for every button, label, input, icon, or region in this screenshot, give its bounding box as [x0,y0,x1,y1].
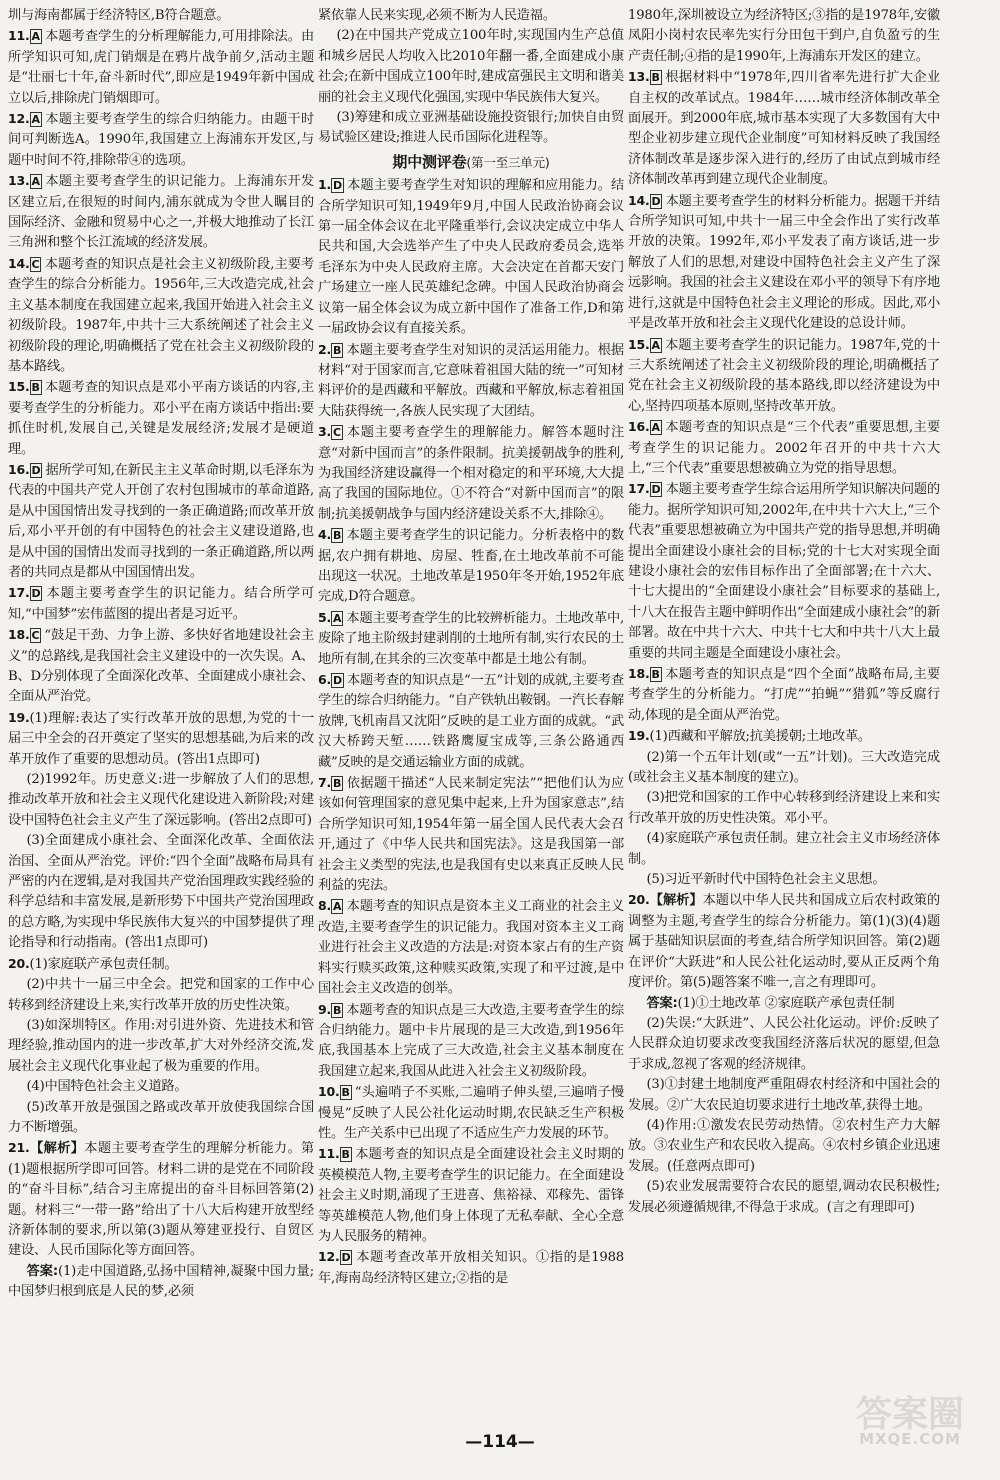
entry-text: (2)在中国共产党成立100年时,实现国内生产总值和城乡居民人均收入比2010年翻一番,全面建成小康社会;在新中国成立100年时,建成富强民主文明和谐美丽的社会主义现代化强国,实现中华民族伟大复兴。 [318,28,624,105]
answer-entry [628,1116,940,1177]
answer-entry [318,773,624,896]
entry-text: 本题主要考查学生的识记能力。上海浦东开发区建立后,在很短的时间内,浦东就成为令世人瞩目的国际经济、金融和贸易中心之一,并极大地推动了长江三角洲和整个长江流域的经济发展。 [8,174,314,251]
question-number: 11. [8,28,30,44]
entry-text: (3)如深圳特区。作用:对引进外资、先进技术和管理经验,推动国内的进一步改革,扩大对外经济交流,发展社会主义现代化事业起了极为重要的作用。 [8,1017,314,1074]
entry-text: (3)把党和国家的工作中心转移到经济建设上来和实行改革开放的历史性决策。邓小平。 [628,790,940,826]
answer-choice: B [333,1003,342,1017]
question-number: 12. [318,1249,340,1265]
entry-label: 【解析】 [29,1141,85,1157]
question-number: 16. [8,461,30,477]
question-number: 1. [318,177,332,193]
entry-text: 本题主要考查学生的综合归纳能力。由题干时间可判断选A。1990年,我国建立上海浦东开发区,与题中时间不符,排除带④的选项。 [8,112,314,168]
entry-text: 本题主要考查学生的识记能力。结合所学可知,“中国梦”宏伟蓝图的提出者是习近平。 [8,586,314,622]
answer-entry [628,726,940,747]
answer-entry [8,831,314,953]
entry-text: (2)中共十一届三中全会。把党和国家的工作中心转移到经济建设上来,实行改革开放的历史性决策。 [8,977,314,1013]
answer-choice: D [333,179,342,193]
answer-choice: B [333,777,342,791]
answer-entry [628,1177,940,1218]
question-number: 19. [628,728,650,744]
answer-entry [8,708,314,770]
answer-entry [318,6,624,26]
entry-text: 本题主要考查学生的理解能力。解答本题时注意“对新中国而言”的条件限制。抗美援朝战争的胜利,为我国经济建设赢得一个相对稳定的和平环境,大大提高了我国的国际地位。①不符合“对新中国而言”的限制;抗美援朝战争与国内经济建设关系不大,排除④。 [318,425,624,522]
answer-choice: A [31,175,40,189]
answer-entry [628,191,940,335]
question-number: 8. [318,898,332,914]
question-number: 20. [8,955,30,971]
answer-entry [628,1014,940,1075]
answer-choice: B [333,529,342,543]
answer-entry [628,6,940,67]
answer-entry [8,1077,314,1097]
answer-entry [628,335,940,418]
answer-entry [318,670,624,773]
answer-entry [628,479,940,664]
entry-text: “鼓足干劲、力争上游、多快好省地建设社会主义”的总路线,是我国社会主义建设中的一次失误。A、B、D分别体现了全面深化改革、全面建成小康社会、全面从严治党。 [8,628,314,705]
question-number: 9. [318,1001,332,1017]
question-number: 17. [628,481,650,497]
entry-text: (1)理解:表达了实行改革开放的思想,为党的十一届三中全会的召开奠定了坚实的思想基础,为后来的改革开放作了重要的思想动员。(答出1点即可) [8,710,314,767]
answer-choice: A [31,30,40,44]
entry-text: 本题主要考查学生的理解分析能力。第(1)题根据所学即可回答。材料二讲的是党在不同阶段的“奋斗目标”,结合习主席提出的奋斗目标回答第(2)题。材料三“一带一路”给出了十八大后构建开放型经济新体制的要求,所以第(3)题从筹建亚投行、自贸区建设、人民币国际化等方面回答。 [8,1141,314,1259]
answer-entry [628,788,940,829]
entry-text: 本题主要考查学生对知识的灵活运用能力。根据材料“对于国家而言,它意味着祖国大陆的统一”可知材料评价的是西藏和平解放。西藏和平解放,标志着祖国大陆获得统一,各族人民实现了大团结。 [318,342,624,419]
section-title-text: 期中测评卷 [392,152,467,171]
entry-text: (1)走中国道路,弘扬中国精神,凝聚中国力量;中国梦归根到底是人民的梦,必须 [8,1263,314,1300]
watermark-mark: 答案圈 [855,1394,964,1435]
answer-choice: D [31,463,41,477]
answer-entry [318,175,624,339]
answer-choice: D [651,194,661,208]
entry-text: 本题考查的知识点是资本主义工商业的社会主义改造,主要考查学生的识记能力。我国对资本主义工商业进行社会主义改造的方法是:对资本家占有的生产资料实行赎买政策,这种赎买政策,实现了和平过渡,是中国社会主义改造的创举。 [318,899,624,997]
entry-text: (5)改革开放是强国之路或改革开放使我国综合国力不断增强。 [8,1099,314,1135]
entry-label: 答案: [646,995,678,1011]
answer-entry [8,109,314,171]
question-number: 13. [628,69,650,85]
entry-text: 本题考查学生的分析理解能力,可用排除法。由所学知识可知,虎门销烟是在鸦片战争前夕,活动主题是“壮丽七十年,奋斗新时代”,即应是1949年新中国成立以后,排除虎门销烟即可。 [8,29,314,106]
answer-entry [318,26,624,108]
entry-text: (2)1992年。历史意义:进一步解放了人们的思想,推动改革开放和社会主义现代化建设进入新阶段;对建设中国特色社会主义产生了深远影响。(答出2点即可) [8,772,314,828]
answer-entry [8,625,314,708]
answer-entry [8,1098,314,1139]
answer-choice: C [31,629,40,643]
entry-text: (3)全面建成小康社会、全面深化改革、全面依法治国、全面从严治党。评价:“四个全面”战略布局具有严密的内在逻辑,是对我国共产党治国理政实践经验的科学总结和丰富发展,是新形势下中国共产党治国理政的总方略,为实现中华民族伟大复兴的中国梦提供了理论指导和行动指南。(答出1点即可) [8,833,314,951]
answer-entry [8,1016,314,1077]
entry-text: (4)中国特色社会主义道路。 [26,1079,188,1095]
answer-entry [8,254,314,377]
answer-entry [628,748,940,789]
answer-entry [8,1262,314,1303]
question-number: 19. [8,709,30,725]
answer-choice: A [651,421,660,435]
question-number: 18. [8,627,30,643]
entry-text: 本题主要考查学生的材料分析能力。据题干并结合所学知识可知,中共十一届三中全会作出了实行改革开放的决策。1992年,邓小平发表了南方谈话,进一步解放了人们的思想,对建设中国特色社会主义产生了深远影响。我国的社会主义建设在邓小平的领导下有序地进行,这就是中国特色社会主义理论的形成。因此,邓小平是改革开放和社会主义现代化建设的总设计师。 [628,193,940,332]
entry-text: (1)家庭联产承包责任制。 [29,956,178,972]
column-right [628,6,940,1218]
entry-label: 答案: [26,1263,59,1279]
question-number: 17. [8,585,30,601]
answer-entry [628,1075,940,1116]
entry-text: 本题考查的知识点是“四个全面”战略布局,主要考查学生的分析能力。“打虎”“拍蝇”“猎狐”等反腐行动,体现的是全面从严治党。 [628,667,940,723]
section-subtitle: (第一至三单元) [466,154,550,170]
answer-entry [8,770,314,831]
answer-entry [628,417,940,479]
question-number: 11. [318,1146,340,1162]
question-number: 15. [8,379,30,395]
entry-text: (5)习近平新时代中国特色社会主义思想。 [646,872,886,888]
answer-choice: B [333,343,342,357]
answer-choice: C [31,257,40,271]
question-number: 21. [8,1140,30,1156]
entry-text: 1980年,深圳被设立为经济特区;③指的是1978年,安徽凤阳小岗村农民率先实行分田包干到户,自负盈亏的生产责任制;④指的是1990年,上海浦东开发区的建立。 [628,8,940,64]
answer-entry [318,1000,624,1083]
entry-text: 本题主要考查学生的识记能力。分析表格中的数据,农户拥有耕地、房屋、牲畜,在土地改革前不可能出现这一状况。土地改革是1950年冬开始,1952年底完成,D符合题意。 [318,528,624,605]
question-number: 14. [8,255,30,271]
entry-text: 本题考查改革开放相关知识。①指的是1988年,海南岛经济特区建立;②指的是 [318,1250,624,1286]
entry-text: 据所学可知,在新民主主义革命时期,以毛泽东为代表的中国共产党人开创了农村包围城市的革命道路,是从中国国情出发寻找到的一条正确道路;而改革开放后,邓小平开创的有中国特色的社会主义建设道路,也是从中国的国情出发而寻找到的一条正确道路,所以两者的共同点是都从中国国情出发。 [8,462,314,580]
entry-text: 根据材料中“1978年,四川省率先进行扩大企业自主权的改革试点。1984年……城市经济体制改革全面展开。到2000年底,城市基本实现了大多数国有大中型企业初步建立现代企业制度”可知材料反映了我国经济体制改革是逐步深入进行的,经历了由试点到城市经济体制改革再到建立现代企业制度。 [628,70,940,188]
entry-text: 依据题干描述“人民来制定宪法”“把他们认为应该如何管理国家的意见集中起来,上升为国家意志”,结合所学知识可知,1954年第一届全国人民代表大会召开,通过了《中华人民共和国宪法》。这是我国第一部社会主义类型的宪法,也是我国有史以来真正反映人民利益的宪法。 [318,776,624,894]
answer-choice: B [341,1086,350,1100]
answer-entry [318,108,624,149]
entry-text: 紧依靠人民来实现,必须不断为人民造福。 [318,8,556,23]
answer-entry [8,171,314,254]
answer-choice: D [333,674,342,687]
answer-entry [8,954,314,975]
answer-entry [318,525,624,608]
entry-text: 本题考查的知识点是“一五”计划的成就,主要考查学生的综合归纳能力。“自产铁轨出鞍钢。一汽长春解放牌,飞机南昌又沈阳”反映的是工业方面的成就。“武汉大桥跨天堑……铁路鹰厦宝成等,三条公路通西藏”反映的是交通运输业方面的成就。 [318,673,624,770]
answer-choice: A [333,900,342,914]
answer-entry [318,340,624,423]
entry-text: (2)第一个五年计划(或“一五”计划)。三大改造完成(或社会主义基本制度的建立)。 [628,749,940,786]
entry-text: 本题考查的知识点是社会主义初级阶段,主要考查学生的综合分析能力。1956年,三大改造完成,社会主义基本制度在我国建立起来,我国开始进入社会主义初级阶段。1987年,中共十三大系统阐述了社会主义初级阶段的理论,明确概括了党在社会主义初级阶段的基本路线。 [8,256,314,374]
answer-choice: A [31,113,40,127]
answer-choice: D [341,1251,351,1265]
question-number: 10. [318,1084,340,1100]
entry-text: 本题主要考查学生的比较辨析能力。土地改革中,废除了地主阶级封建剥削的土地所有制,实行农民的土地所有制,在其余的三次变革中都是土地公有制。 [318,610,624,667]
page-number: —114— [465,1432,535,1452]
question-number: 2. [318,341,332,357]
answer-entry [8,460,314,583]
watermark-site: MXQE.COM [859,1430,961,1448]
question-number: 15. [628,336,650,352]
question-number: 3. [318,424,332,440]
answer-choice: B [341,1148,350,1162]
answer-entry [8,1138,314,1261]
watermark-logo [840,1386,980,1452]
answer-entry [8,377,314,460]
entry-text: 本题考查的知识点是邓小平南方谈话的内容,主要考查学生的分析能力。邓小平在南方谈话中指出:要抓住时机,发展自己,关键是发展经济;发展才是硬道理。 [8,380,314,457]
answer-entry [628,664,940,726]
answer-entry [628,994,940,1014]
answer-entry [628,829,940,870]
entry-text: 本题主要考查学生综合运用所学知识解决问题的能力。据所学知识可知,2002年,在中共十六大上,“三个代表”重要思想被确立为中国共产党的指导思想,并明确提出全面建设小康社会的目标;党的十七大对实现全面建设小康社会的宏伟目标作出了全面部署;在十六大、十七大提出的“全面建设小康社会”目标要求的基础上,十八大在报告主题中鲜明作出“全面建成小康社会”的新部署。故在中共十六大、中共十七大和中共十八大上最重要的共同主题是全面建设小康社会。 [628,482,940,661]
entry-text: 本题考查的知识点是三大改造,主要考查学生的综合归纳能力。题中卡片展现的是三大改造,到1956年底,我国基本上完成了三大改造,社会主义基本制度在我国建立起来,我国从此进入社会主义初级阶段。 [318,1002,624,1079]
answer-entry [8,975,314,1016]
answer-choice: D [651,483,661,497]
answer-choice: B [651,71,660,85]
answer-entry [318,1082,624,1144]
question-number: 18. [628,666,650,681]
entry-text: 本题考查的知识点是“三个代表”重要思想,主要考查学生的识记能力。2002年召开的中共十六大上,“三个代表”重要思想被确立为党的指导思想。 [628,420,940,476]
answer-entry [628,870,940,890]
answer-entry [318,608,624,670]
answer-choice: A [651,338,660,352]
answer-entry [8,6,314,26]
entry-text: (4)作用:①激发农民劳动热情。②农村生产力大解放。③农业生产和农民收入提高。④农村乡镇企业迅速发展。(任意两点即可) [628,1117,940,1174]
answer-choice: A [333,611,342,625]
entry-text: (5)农业发展需要符合农民的愿望,调动农民积极性;发展必须遵循规律,不得急于求成。(言之有理即可) [628,1179,940,1215]
answer-choice: D [31,587,41,601]
question-number: 12. [8,111,30,127]
answer-choice: B [651,668,660,681]
column-left [8,6,314,1303]
entry-text: 圳与海南都属于经济特区,B符合题意。 [8,8,230,23]
section-title [318,152,624,173]
answer-choice: C [333,426,341,440]
question-number: 5. [318,609,332,625]
entry-text: (1)西藏和平解放;抗美援朝;土地改革。 [649,729,871,745]
question-number: 4. [318,527,332,543]
question-number: 6. [318,672,332,687]
entry-text: 本题考查的知识点是全面建设社会主义时期的英模模范人物,主要考查学生的识记能力。在全面建设社会主义时期,涌现了王进喜、焦裕禄、邓稼先、雷锋等英雄模范人物,他们身上体现了无私奉献、全心全意为人民服务的精神。 [318,1147,624,1244]
question-number: 14. [628,192,650,208]
entry-text: (1)①土地改革 ②家庭联产承包责任制 [677,995,895,1011]
answer-entry [8,583,314,625]
answer-entry [628,890,940,993]
entry-text: 本题主要考查学生对知识的理解和应用能力。结合所学知识可知,1949年9月,中国人民政治协商会议第一届全体会议在北平隆重举行,会议决定成立中华人民共和国,大会选举产生了中央人民政府委员会,选举毛泽东为中央人民政府主席。大会决定在首都天安门广场建立一座人民英雄纪念碑。中国人民政治协商会议第一届全体会议为成立新中国作了准备工作,D和第一届政协会议有直接关系。 [318,178,624,337]
question-number: 13. [8,173,30,189]
answer-entry [318,1247,624,1289]
entry-text: (2)失误:“大跃进”、人民公社化运动。评价:反映了人民群众迫切要求改变我国经济落后状况的愿望,但急于求成,忽视了客观的经济规律。 [628,1015,940,1072]
answer-entry [318,422,624,525]
question-number: 20. [628,892,650,908]
question-number: 7. [318,775,332,791]
question-number: 16. [628,419,650,435]
entry-label: 【解析】 [649,893,703,909]
answer-entry [628,67,940,190]
column-middle [318,6,624,1289]
answer-entry [318,896,624,999]
entry-text: “头遍哨子不买账,二遍哨子伸头望,三遍哨子慢慢晃”反映了人民公社化运动时期,农民缺乏生产积极性。生产关系中已出现了不适应生产力发展的环节。 [318,1085,624,1141]
entry-text: 本题主要考查学生的识记能力。1987年,党的十三大系统阐述了社会主义初级阶段的理论,明确概括了党在社会主义初级阶段的基本路线,即以经济建设为中心,坚持四项基本原则,坚持改革开放。 [628,337,940,414]
entry-text: (4)家庭联产承包责任制。建立社会主义市场经济体制。 [628,831,940,867]
entry-text: (3)①封建土地制度严重阻碍农村经济和中国社会的发展。②广大农民迫切要求进行土地改革,获得土地。 [628,1077,940,1113]
entry-text: 本题以中华人民共和国成立后农村政策的调整为主题,考查学生的综合分析能力。第(1)(3)(4)题属于基础知识层面的考查,结合所学知识回答。第(2)题在评价“大跃进”和人民公社化运动时,要从正反两个角度评价。第(5)题答案不唯一,言之有理即可。 [628,893,940,991]
entry-text: (3)筹建和成立亚洲基础设施投资银行;加快自由贸易试验区建设;推进人民币国际化进程等。 [318,110,624,146]
answer-entry [318,1144,624,1247]
answer-choice: B [31,381,40,395]
answer-entry [8,26,314,109]
